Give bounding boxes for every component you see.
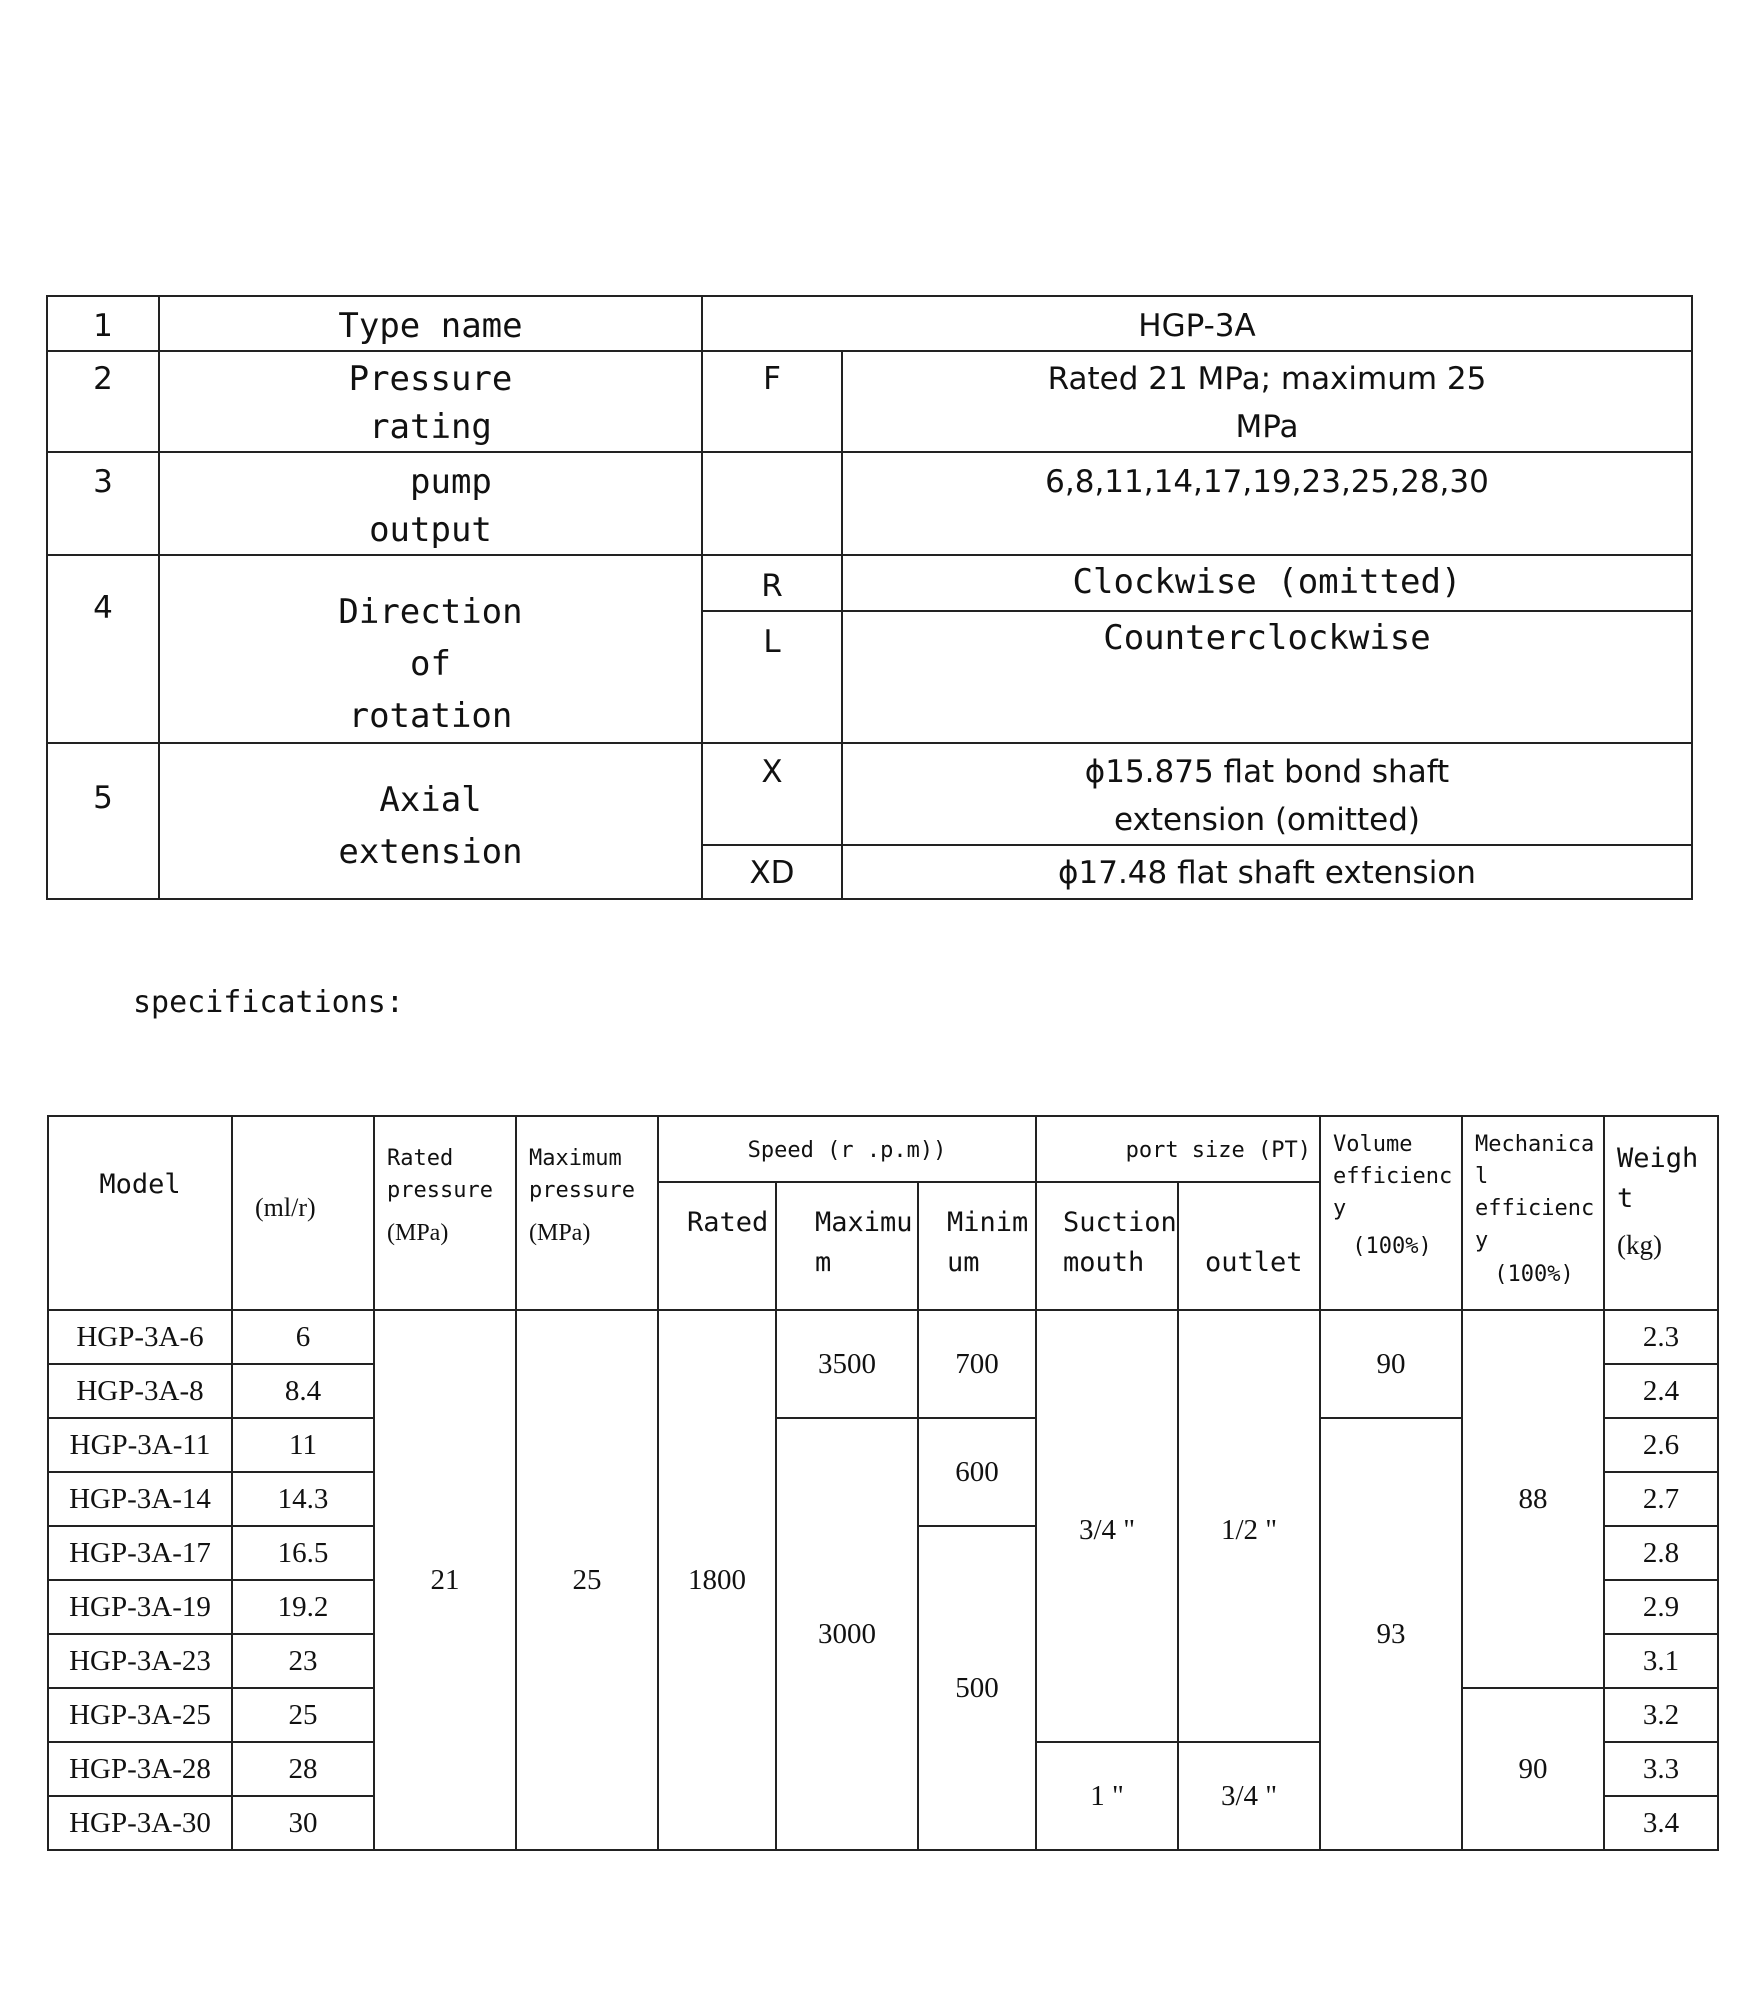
header-mechanical-efficiency xyxy=(1462,1116,1604,1310)
weight-cell: 2.4 xyxy=(1604,1364,1718,1418)
rated-pressure-cell: 21 xyxy=(374,1310,516,1850)
row-number: 5 xyxy=(47,743,159,899)
model-cell: HGP-3A-17 xyxy=(48,1526,232,1580)
header-max-pressure xyxy=(516,1116,658,1310)
type-row-5a xyxy=(47,743,1692,845)
weight-cell: 2.8 xyxy=(1604,1526,1718,1580)
outlet-cell: 3/4 " xyxy=(1178,1742,1320,1850)
header-row-1 xyxy=(48,1116,1718,1182)
weight-cell: 3.1 xyxy=(1604,1634,1718,1688)
mechanical-efficiency-cell: 88 xyxy=(1462,1310,1604,1688)
model-cell: HGP-3A-8 xyxy=(48,1364,232,1418)
pump-output-value: 6,8,11,14,17,19,23,25,28,30 xyxy=(842,452,1692,555)
row-code: L xyxy=(702,611,842,743)
rotation-clockwise-value: Clockwise (omitted) xyxy=(842,555,1692,611)
specifications-heading: specifications: xyxy=(133,985,404,1020)
suction-cell: 1 " xyxy=(1036,1742,1178,1850)
displacement-cell: 6 xyxy=(232,1310,374,1364)
row-code xyxy=(702,452,842,555)
weight-cell: 2.9 xyxy=(1604,1580,1718,1634)
displacement-cell: 19.2 xyxy=(232,1580,374,1634)
header-mechanical-efficiency-label: Mechanica l efficienc y xyxy=(1475,1132,1595,1253)
max-speed-cell: 3000 xyxy=(776,1418,918,1850)
header-volume-efficiency xyxy=(1320,1116,1462,1310)
header-rated-pressure-label: Rated pressure xyxy=(387,1146,493,1203)
max-speed-cell: 3500 xyxy=(776,1310,918,1418)
header-max-pressure-unit: (MPa) xyxy=(529,1220,591,1246)
outlet-cell: 1/2 " xyxy=(1178,1310,1320,1742)
model-cell: HGP-3A-19 xyxy=(48,1580,232,1634)
row-label: Type name xyxy=(159,296,702,351)
displacement-cell: 25 xyxy=(232,1688,374,1742)
row-code: X xyxy=(702,743,842,845)
suction-cell: 3/4 " xyxy=(1036,1310,1178,1742)
header-mechanical-efficiency-unit: (100%) xyxy=(1494,1262,1574,1287)
model-cell: HGP-3A-6 xyxy=(48,1310,232,1364)
header-volume-efficiency-unit: (100%) xyxy=(1352,1234,1432,1259)
header-volume-efficiency-label: Volume efficienc y xyxy=(1333,1132,1453,1221)
min-speed-cell: 700 xyxy=(918,1310,1036,1418)
min-speed-cell: 600 xyxy=(918,1418,1036,1526)
weight-cell: 2.6 xyxy=(1604,1418,1718,1472)
table-row xyxy=(48,1310,1718,1364)
row-label: Axial extension xyxy=(159,743,702,899)
row-label: Pressure rating xyxy=(159,351,702,452)
header-model: Model xyxy=(48,1116,232,1310)
model-cell: HGP-3A-14 xyxy=(48,1472,232,1526)
displacement-cell: 14.3 xyxy=(232,1472,374,1526)
type-row-1 xyxy=(47,296,1692,351)
weight-cell: 3.2 xyxy=(1604,1688,1718,1742)
header-port-size: port size (PT) xyxy=(1036,1116,1320,1182)
row-number: 3 xyxy=(47,452,159,555)
model-cell: HGP-3A-25 xyxy=(48,1688,232,1742)
type-row-4a xyxy=(47,555,1692,611)
header-weight-unit: (kg) xyxy=(1617,1230,1662,1260)
header-outlet: outlet xyxy=(1178,1182,1320,1310)
model-cell: HGP-3A-23 xyxy=(48,1634,232,1688)
header-speed: Speed (r .p.m)) xyxy=(658,1116,1036,1182)
header-speed-rated: Rated xyxy=(658,1182,776,1310)
row-number: 1 xyxy=(47,296,159,351)
min-speed-cell: 500 xyxy=(918,1526,1036,1850)
axial-extension-x-value: ϕ15.875 flat bond shaft extension (omitted) xyxy=(842,743,1692,845)
displacement-cell: 16.5 xyxy=(232,1526,374,1580)
header-weight xyxy=(1604,1116,1718,1310)
weight-cell: 3.3 xyxy=(1604,1742,1718,1796)
model-cell: HGP-3A-11 xyxy=(48,1418,232,1472)
max-pressure-cell: 25 xyxy=(516,1310,658,1850)
type-name-value: HGP-3A xyxy=(702,296,1692,351)
axial-extension-xd-value: ϕ17.48 flat shaft extension xyxy=(842,845,1692,899)
header-rated-pressure xyxy=(374,1116,516,1310)
rated-speed-cell: 1800 xyxy=(658,1310,776,1850)
weight-cell: 3.4 xyxy=(1604,1796,1718,1850)
row-number: 4 xyxy=(47,555,159,743)
row-label: pump output xyxy=(159,452,702,555)
header-max-pressure-label: Maximum pressure xyxy=(529,1146,635,1203)
row-code: F xyxy=(702,351,842,452)
displacement-cell: 11 xyxy=(232,1418,374,1472)
header-weight-label: Weigh t xyxy=(1617,1143,1699,1214)
row-code: R xyxy=(702,555,842,611)
weight-cell: 2.7 xyxy=(1604,1472,1718,1526)
displacement-cell: 23 xyxy=(232,1634,374,1688)
header-rated-pressure-unit: (MPa) xyxy=(387,1220,449,1246)
weight-cell: 2.3 xyxy=(1604,1310,1718,1364)
displacement-cell: 30 xyxy=(232,1796,374,1850)
type-code-table xyxy=(46,295,1693,900)
volume-efficiency-cell: 90 xyxy=(1320,1310,1462,1418)
header-suction: Suction mouth xyxy=(1036,1182,1178,1310)
model-cell: HGP-3A-28 xyxy=(48,1742,232,1796)
row-label: Direction of rotation xyxy=(159,555,702,743)
row-number: 2 xyxy=(47,351,159,452)
displacement-cell: 28 xyxy=(232,1742,374,1796)
type-row-3 xyxy=(47,452,1692,555)
model-cell: HGP-3A-30 xyxy=(48,1796,232,1850)
pressure-rating-value: Rated 21 MPa; maximum 25 MPa xyxy=(842,351,1692,452)
mechanical-efficiency-cell: 90 xyxy=(1462,1688,1604,1850)
header-displacement: (ml/r) xyxy=(232,1116,374,1310)
header-speed-min: Minim um xyxy=(918,1182,1036,1310)
row-code: XD xyxy=(702,845,842,899)
displacement-cell: 8.4 xyxy=(232,1364,374,1418)
rotation-counterclockwise-value: Counterclockwise xyxy=(842,611,1692,743)
header-speed-max: Maximu m xyxy=(776,1182,918,1310)
volume-efficiency-cell: 93 xyxy=(1320,1418,1462,1850)
specifications-table xyxy=(47,1115,1719,1851)
type-row-2 xyxy=(47,351,1692,452)
